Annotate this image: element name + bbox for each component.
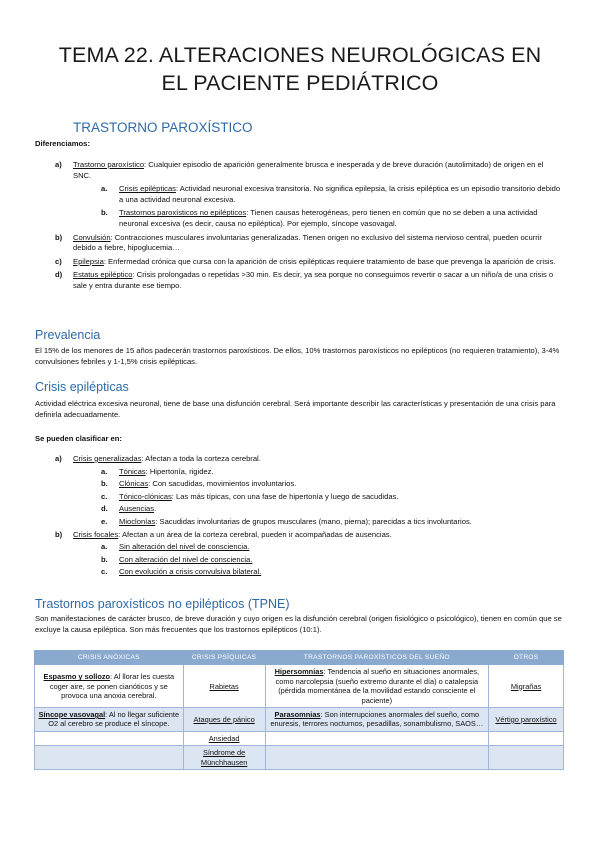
table-cell bbox=[183, 746, 265, 770]
term: Estatus epiléptico bbox=[73, 270, 133, 280]
document-title bbox=[0, 0, 600, 97]
heading-trastorno-paroxistico: TRASTORNO PAROXÍSTICO bbox=[73, 120, 253, 135]
definitions-list bbox=[35, 160, 563, 292]
definition: : Enfermedad crónica que cursa con la aparición de crisis epilépticas requiere tratamiento de base que prevenga la aparición de crisis. bbox=[103, 256, 556, 266]
list-marker: a) bbox=[55, 454, 62, 463]
definition: : Hipertonía, rigidez. bbox=[145, 466, 214, 476]
definition: : Tendencia al sueño en situaciones anormales, como narcolepsia (sueño extremo durante el día) o catalepsia (pérdida momentánea de la movilidad estando consciente el paciente) bbox=[275, 667, 480, 705]
table-cell bbox=[35, 665, 184, 708]
term: Hipersomnias bbox=[274, 667, 324, 677]
term: Crisis focales bbox=[73, 529, 119, 539]
crisis-classification-list bbox=[35, 454, 563, 578]
list-item bbox=[35, 504, 563, 515]
title-line-2: EL PACIENTE PEDIÁTRICO bbox=[161, 71, 439, 95]
list-item bbox=[35, 530, 563, 541]
table-row bbox=[35, 708, 564, 732]
term: Mioclonías bbox=[119, 516, 156, 526]
term: Síncope vasovagal bbox=[38, 710, 106, 720]
definition: : Al llorar les cuesta coger aire, se ponen cianóticos y se provoca una anoxia cerebral. bbox=[49, 672, 175, 700]
term: Clónicas bbox=[119, 479, 149, 489]
list-marker: d) bbox=[55, 270, 63, 280]
list-marker: c. bbox=[101, 491, 108, 501]
column-header: CRISIS ANÓXICAS bbox=[35, 651, 184, 665]
column-header: CRISIS PSÍQUICAS bbox=[183, 651, 265, 665]
cell-text: Síndrome de Münchhausen bbox=[200, 748, 248, 767]
term: Crisis epilépticas bbox=[119, 184, 176, 194]
list-marker: b. bbox=[101, 479, 108, 489]
heading-tpne: Trastornos paroxísticos no epilépticos (TPNE) bbox=[35, 597, 290, 611]
list-marker: e. bbox=[101, 516, 108, 526]
table-cell bbox=[35, 731, 184, 745]
term: Tónicas bbox=[119, 466, 146, 476]
column-header: OTROS bbox=[489, 651, 564, 665]
term: Crisis generalizadas bbox=[73, 454, 142, 463]
list-marker: b) bbox=[55, 529, 63, 539]
term: Espasmo y sollozo bbox=[43, 672, 111, 682]
intro-text: Diferenciamos: bbox=[35, 139, 90, 148]
list-item bbox=[35, 270, 563, 291]
definition: Con alteración del nivel de consciencia. bbox=[119, 554, 253, 564]
table-header-row bbox=[35, 651, 564, 665]
list-item bbox=[35, 492, 563, 503]
list-item bbox=[35, 454, 563, 465]
definition: : Tienen causas heterogéneas, pero tienen en común que no se deben a una actividad neuronal excesiva (es decir, causa no epiléptica). Por ejemplo, síncope vasovagal. bbox=[119, 208, 538, 228]
list-marker: b) bbox=[55, 232, 63, 242]
list-marker: d. bbox=[101, 504, 108, 514]
table-cell bbox=[489, 665, 564, 708]
cell-text: Rabietas bbox=[209, 681, 239, 691]
term: Tónico-clónicas bbox=[119, 491, 172, 501]
classify-text: Se pueden clasificar en: bbox=[35, 434, 122, 443]
list-marker: b. bbox=[101, 208, 108, 218]
definition: : Afectan a un área de la corteza cerebral, pueden ir acompañadas de ausencias. bbox=[118, 529, 392, 539]
table-cell bbox=[489, 746, 564, 770]
list-marker: b. bbox=[101, 554, 108, 564]
table-cell bbox=[183, 731, 265, 745]
definition: : Contracciones musculares involuntarias generalizadas. Tienen origen no exclusivo del sistema nervioso central, pueden ocurrir debido a fiebre, hipoglucemia… bbox=[73, 232, 542, 253]
table-cell bbox=[183, 708, 265, 732]
list-item bbox=[35, 479, 563, 490]
crisis-text: Actividad eléctrica excesiva neuronal, tiene de base una disfunción cerebral. Será importante describir las características y presentación de una crisis para definirla adecuadamente. bbox=[35, 399, 556, 419]
list-item bbox=[35, 257, 563, 268]
table-cell bbox=[183, 665, 265, 708]
title-line-1: TEMA 22. ALTERACIONES NEUROLÓGICAS EN bbox=[58, 43, 542, 67]
cell-text: Ansiedad bbox=[208, 733, 240, 743]
list-item bbox=[35, 208, 563, 229]
list-marker: c. bbox=[101, 567, 108, 577]
definition: : Cualquier episodio de aparición generalmente brusca e inesperada y de breve duración (autolimitado) de origen en el SNC. bbox=[73, 160, 544, 180]
table-cell bbox=[265, 708, 489, 732]
cell-text: Ataques de pánico bbox=[193, 714, 255, 724]
term: Ausencias bbox=[119, 504, 155, 514]
term: Convulsión bbox=[73, 232, 111, 242]
table-cell bbox=[489, 708, 564, 732]
list-item bbox=[35, 233, 563, 254]
list-item bbox=[35, 567, 563, 578]
definition: Con evolución a crisis convulsiva bilateral. bbox=[119, 567, 262, 577]
list-item bbox=[35, 555, 563, 566]
list-marker: a) bbox=[55, 160, 62, 169]
list-marker: a. bbox=[101, 466, 108, 476]
list-item bbox=[35, 184, 563, 205]
table-cell bbox=[265, 731, 489, 745]
definition: : Con sacudidas, movimientos involuntarios. bbox=[148, 479, 297, 489]
definition: : Son interrupciones anormales del sueño, como enuresis, terrores nocturnos, pesadillas, sonambulismo, SAOS… bbox=[270, 710, 484, 729]
definition: . bbox=[154, 504, 157, 514]
prevalencia-text: El 15% de los menores de 15 años padecerán trastornos paroxísticos. De ellos, 10% trastornos paroxísticos no epilépticos (no requieren tratamiento), 3-4% convulsiones febriles y 1-1,5% crisis epilépticas. bbox=[35, 346, 560, 366]
list-marker: a. bbox=[101, 184, 108, 194]
definition: : Las más típicas, con una fase de hipertonía y luego de sacudidas. bbox=[171, 491, 399, 501]
column-header: TRASTORNOS PAROXÍSTICOS DEL SUEÑO bbox=[265, 651, 489, 665]
term: Parasomnias bbox=[274, 710, 321, 720]
table-row bbox=[35, 731, 564, 745]
table-cell bbox=[35, 746, 184, 770]
list-item bbox=[35, 542, 563, 553]
list-item bbox=[35, 467, 563, 478]
table-cell bbox=[489, 731, 564, 745]
term: Epilepsia bbox=[73, 256, 104, 266]
table-cell bbox=[35, 708, 184, 732]
cell-text: Vértigo paroxístico bbox=[495, 714, 557, 724]
list-marker: a. bbox=[101, 542, 108, 552]
definition: Sin alteración del nivel de consciencia. bbox=[119, 542, 250, 552]
definition: : Sacudidas involuntarias de grupos musculares (mano, pierna); parecidas a tics involuntarios. bbox=[155, 516, 472, 526]
list-item bbox=[35, 160, 563, 181]
list-item bbox=[35, 517, 563, 528]
definition: : Afectan a toda la corteza cerebral. bbox=[141, 454, 261, 463]
heading-crisis-epilepticas: Crisis epilépticas bbox=[35, 380, 129, 394]
tpne-text: Son manifestaciones de carácter brusco, de breve duración y cuyo origen es la disfunción cerebral (origen fisiológico o psicológico), tienen en común que se excluye la causa epiléptica. Son más frecuentes que los trastornos epilépticos (10:1). bbox=[35, 614, 562, 634]
term: Trastorno paroxístico bbox=[73, 160, 145, 169]
tpne-table bbox=[34, 650, 564, 770]
definition: : Al no llegar suficiente O2 al cerebro se produce el síncope. bbox=[48, 710, 180, 729]
definition: : Actividad neuronal excesiva transitoria. No significa epilepsia, la crisis epiléptica es un episodio transitorio debido a una actividad neuronal excesiva. bbox=[119, 184, 561, 204]
definition: : Crisis prolongadas o repetidas >30 min. Es decir, ya sea porque no conseguimos revertir o sacar a un niño/a de una crisis o sale y entra durante ese tiempo. bbox=[73, 270, 554, 290]
cell-text: Migrañas bbox=[510, 681, 542, 691]
term: Trastornos paroxísticos no epilépticos bbox=[119, 208, 247, 218]
table-row bbox=[35, 665, 564, 708]
table-row bbox=[35, 746, 564, 770]
table-cell bbox=[265, 746, 489, 770]
list-marker: c) bbox=[55, 256, 62, 266]
heading-prevalencia: Prevalencia bbox=[35, 328, 101, 342]
table-cell bbox=[265, 665, 489, 708]
